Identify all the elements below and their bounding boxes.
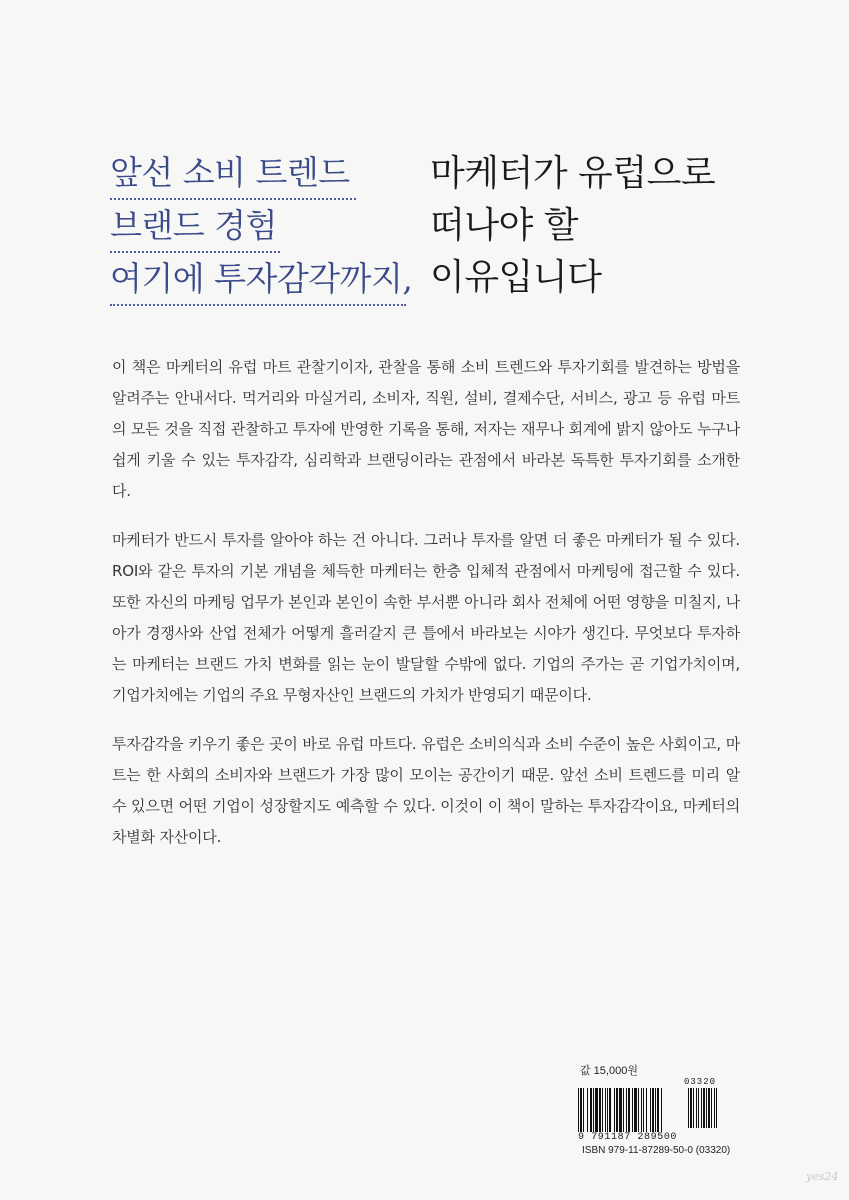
isbn-barcode: [578, 1077, 738, 1155]
barcode-addon-bar: [696, 1088, 697, 1128]
barcode-addon-bar: [693, 1088, 694, 1128]
barcode-bar: [614, 1088, 615, 1132]
barcode-addon-bar: [716, 1088, 717, 1128]
barcode-ean-number: 9 791187 289500: [578, 1132, 678, 1143]
barcode-bar: [628, 1088, 630, 1132]
barcode-addon-bar: [703, 1088, 705, 1128]
barcode-addon-bar: [690, 1088, 692, 1128]
barcode-bar: [619, 1088, 622, 1132]
barcode-bar: [578, 1088, 579, 1132]
paragraph-2: 마케터가 반드시 투자를 알아야 하는 건 아니다. 그러나 투자를 알면 더 좋은 마케터가 될 수 있다. ROI와 같은 투자의 기본 개념을 체득한 마케터는 한층 입체적 관점에서 마케팅에 접근할 수 있다. 또한 자신의 마케팅 업무가 본인과 본인이 속한 부서뿐 아니라 회사 전체에 어떤 영향을 미칠지, 나아가 경쟁사와 산업 전체가 어떻게 흘러갈지 큰 틀에서 바라보는 시야가 생긴다. 무엇보다 투자하는 마케터는 브랜드 가치 변화를 읽는 눈이 발달할 수밖에 없다. 기업의 주가는 곧 기업가치이며, 기업가치에는 기업의 주요 무형자산인 브랜드의 가치가 반영되기 때문이다.: [112, 531, 740, 704]
barcode-bar: [593, 1088, 594, 1132]
barcode-bar: [605, 1088, 606, 1132]
right-heading: [430, 148, 715, 304]
barcode-bar: [590, 1088, 592, 1132]
description-body: [112, 352, 740, 871]
barcode-bar: [616, 1088, 618, 1132]
barcode-bar: [641, 1088, 642, 1132]
right-heading-line-1: 마케터가 유럽으로: [430, 153, 716, 194]
barcode-bar: [587, 1088, 588, 1132]
barcode-bar: [632, 1088, 633, 1132]
barcode-bar: [609, 1088, 611, 1132]
barcode-bar: [643, 1088, 644, 1132]
barcode-bar: [646, 1088, 647, 1132]
barcode-addon-bar: [711, 1088, 712, 1128]
barcode-bars: [578, 1088, 738, 1132]
barcode-addon-bar: [688, 1088, 689, 1128]
barcode-bar: [634, 1088, 637, 1132]
right-heading-line-2: 떠나야 할: [430, 205, 579, 246]
barcode-addon-bar: [706, 1088, 707, 1128]
barcode-addon-bar: [714, 1088, 715, 1128]
left-heading-line-3: 여기에 투자감각까지,: [110, 254, 406, 306]
price-label: 값 15,000원: [580, 1065, 638, 1077]
isbn-text: ISBN 979-11-87289-50-0 (03320): [582, 1145, 731, 1156]
barcode-bar: [623, 1088, 624, 1132]
barcode-bar: [657, 1088, 659, 1132]
barcode-addon-bar: [701, 1088, 702, 1128]
barcode-bar: [595, 1088, 598, 1132]
barcode-bar: [626, 1088, 627, 1132]
left-heading-line-2: 브랜드 경험: [110, 201, 280, 253]
barcode-bar: [580, 1088, 582, 1132]
barcode-addon-bar: [698, 1088, 699, 1128]
barcode-bar: [607, 1088, 608, 1132]
barcode-bar: [652, 1088, 654, 1132]
barcode-bar: [583, 1088, 584, 1132]
barcode-bar: [602, 1088, 603, 1132]
barcode-bar: [650, 1088, 651, 1132]
barcode-addon-number: 03320: [684, 1077, 717, 1087]
paragraph-3: 투자감각을 키우기 좋은 곳이 바로 유럽 마트다. 유럽은 소비의식과 소비 수준이 높은 사회이고, 마트는 한 사회의 소비자와 브랜드가 가장 많이 모이는 공간이기 때문. 앞선 소비 트렌드를 미리 알 수 있으면 어떤 기업이 성장할지도 예측할 수 있다. 이것이 이 책이 말하는 투자감각이요, 마케터의 차별화 자산이다.: [112, 735, 740, 846]
right-heading-line-3: 이유입니다: [430, 257, 602, 298]
barcode-bar: [599, 1088, 601, 1132]
barcode-bar: [655, 1088, 656, 1132]
left-heading: [110, 148, 413, 306]
left-heading-line-1: 앞선 소비 트렌드: [110, 148, 356, 200]
barcode-bar: [638, 1088, 639, 1132]
watermark-logo: yes24: [806, 1170, 839, 1183]
barcode-addon-bar: [708, 1088, 710, 1128]
paragraph-1: 이 책은 마케터의 유럽 마트 관찰기이자, 관찰을 통해 소비 트렌드와 투자기회를 발견하는 방법을 알려주는 안내서다. 먹거리와 마실거리, 소비자, 직원, 설비, 결제수단, 서비스, 광고 등 유럽 마트의 모든 것을 직접 관찰하고 투자에 반영한 기록을 통해, 저자는 재무나 회계에 밝지 않아도 누구나 쉽게 키울 수 있는 투자감각, 심리학과 브랜딩이라는 관점에서 바라본 독특한 투자기회를 소개한다.: [112, 358, 740, 500]
barcode-bar: [661, 1088, 662, 1132]
